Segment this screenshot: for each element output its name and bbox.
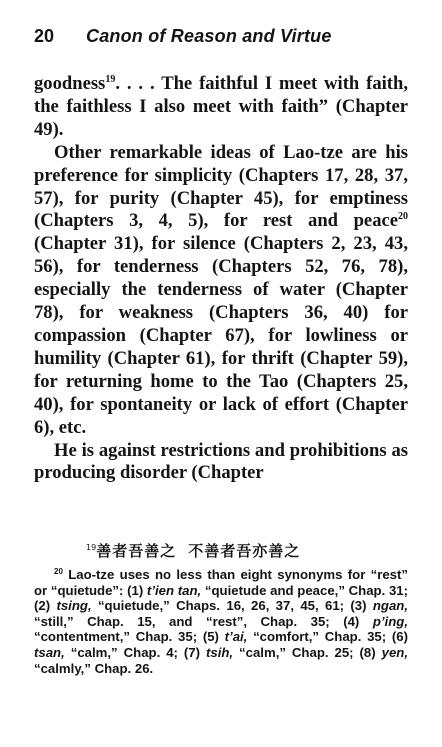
running-title: Canon of Reason and Virtue (86, 26, 332, 46)
footnote-20-term-2: tsing, (56, 598, 92, 614)
paragraph-3-text: He is against restrictions and prohibitions as producing disorder (Chapter (34, 439, 408, 484)
footnote-19 (86, 540, 300, 561)
footnote-20-text-9: “calmly,” Chap. 26. (34, 660, 154, 676)
footnote-20-term-3: ngan, (372, 598, 409, 614)
paragraph-2-rest: (Chapter 31), for silence (Chapters 2, 23, 43, 56), for tenderness (Chapters 52, 76, 78), especially the tenderness of water (Chapter 78), for weakness (Chapters 36, 40) for compassion (Chapter 67), for lowliness or humility (Chapter 61), for thrift (Chapter 59), for returning home to the Tao (Chapters 25, 40), for spontaneity or lack of effort (Chapter 6), etc. (34, 233, 408, 438)
footnote-20-term-7: tsih, (205, 644, 234, 660)
footnote-19-mark: 19 (86, 543, 97, 552)
footnote-20-text-1: Lao-tze uses no less than eight synonyms for “rest” or “quietude”: (1) (34, 567, 408, 598)
footnote-20-term-8: yen, (381, 644, 408, 660)
paragraph-1-start: goodness (34, 73, 106, 94)
footnote-20-text-4: “still,” Chap. 15, and “rest”, Chap. 35; (4) (34, 613, 373, 629)
paragraph-1 (34, 73, 408, 142)
footnote-20-term-1: t’ien tan, (146, 582, 202, 598)
footnote-20 (34, 567, 408, 676)
footnote-20-text-6: “comfort,” Chap. 35; (6) (247, 629, 408, 645)
footnote-20-text-3: “quietude,” Chaps. 16, 26, 37, 45, 61; (3) (91, 598, 373, 614)
footnote-19-chinese-part-1: 善者吾善之 (96, 542, 177, 560)
footnote-ref-20[interactable]: 20 (398, 211, 408, 223)
footnote-20-term-4: p’ing, (372, 613, 408, 629)
footnote-20-text-2: “quietude and peace,” Chap. 31; (2) (34, 582, 408, 614)
page-number: 20 (34, 26, 55, 46)
body-text (34, 73, 408, 485)
paragraph-1-rest: . . . . The faithful I meet with faith, the faithless I also meet with faith” (Chapter 49). (34, 73, 408, 140)
paragraph-2 (34, 142, 408, 440)
paragraph-3 (34, 440, 408, 486)
footnote-ref-19[interactable]: 19 (105, 74, 116, 85)
footnote-20-term-6: tsan, (34, 644, 65, 660)
footnote-20-text-5: “contentment,” Chap. 35; (5) (34, 629, 225, 645)
page-header (34, 26, 332, 47)
paragraph-2-start: Other remarkable ideas of Lao-tze are his preference for simplicity (Chapters 17, 28, 37, 57), for purity (Chapter 45), for emptiness (Chapters 3, 4, 5), for rest and peace (34, 141, 408, 232)
footnote-20-text-8: “calm,” Chap. 25; (8) (233, 644, 382, 660)
footnote-20-term-5: t’ai, (224, 629, 248, 645)
footnote-20-mark: 20 (54, 567, 63, 576)
footnote-20-text-7: “calm,” Chap. 4; (7) (64, 644, 206, 660)
footnote-19-chinese-part-2: 不善者吾亦善之 (188, 542, 301, 560)
